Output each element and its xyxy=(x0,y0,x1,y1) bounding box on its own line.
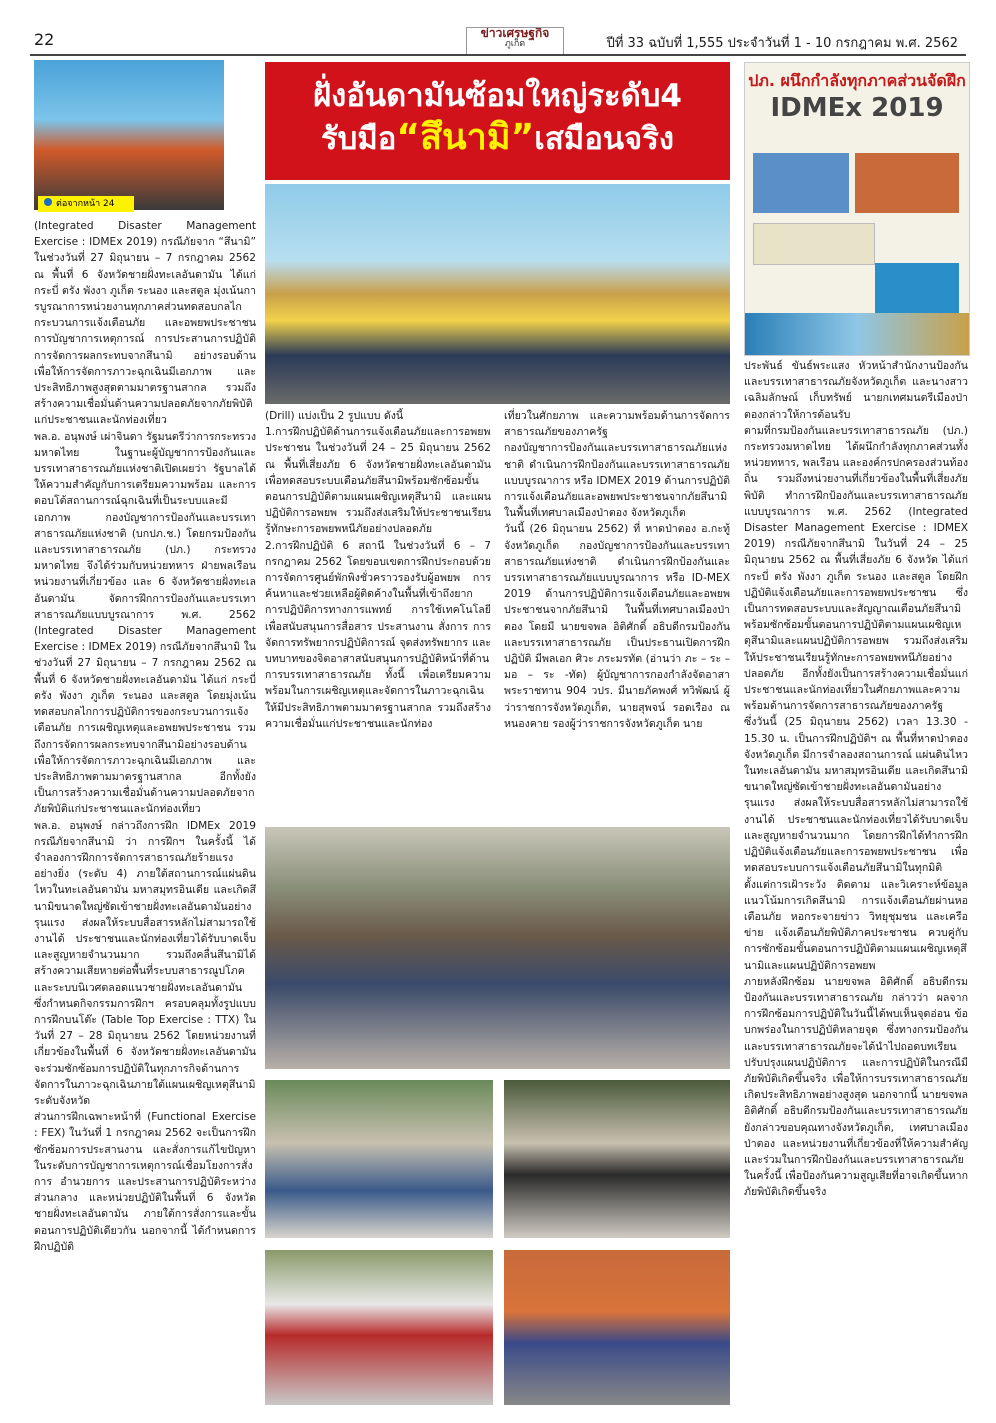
poster-info-block xyxy=(753,223,875,265)
paragraph: เที่ยวในศักยภาพ และความพร้อมด้านการจัดการสาธารณภัยของภาครัฐ xyxy=(504,410,730,439)
poster-subtitle: IDMEx 2019 xyxy=(770,93,944,123)
article-column-1 xyxy=(34,218,256,1403)
rescue-drill-photo xyxy=(504,1080,730,1238)
ambulance-photo xyxy=(265,1250,493,1405)
paragraph: 2.การฝึกปฏิบัติ 6 สถานี ในช่วงวันที่ 6 – 7 กรกฎาคม 2562 โดยขอบเขตการฝึกประกอบด้วย การจัดการศูนย์พักพิงชั่วคราวรองรับผู้อพยพ การค้นหาและช่วยเหลือผู้ติดค้างในพื้นที่เข้าถึงยาก การปฏิบัติการทางการแพทย์ การใช้เทคโนโลยีเพื่อสนับสนุนการสื่อสาร ประสานงาน สั่งการ การจัดการทรัพยากรปฏิบัติการณ์ จุดส่งทรัพยากร และบทบาทของจิตอาสาสนับสนุนการปฏิบัติหน้าที่ด้านการบรรเทาสาธารณภัย ทั้งนี้ เพื่อเตรียมความพร้อมในการเผชิญเหตุและจัดการในภาวะฉุกเฉินให้มีประสิทธิภาพตามมาตรฐานสากล รวมถึงสร้างความเชื่อมั่นแก่ประชาชนและนักท่อง xyxy=(265,539,491,730)
page-number: 22 xyxy=(34,30,55,49)
continued-badge xyxy=(38,196,134,212)
bullet-icon xyxy=(44,198,52,206)
paragraph: ส่วนการฝึกเฉพาะหน้าที่ (Functional Exercise : FEX) ในวันที่ 1 กรกฎาคม 2562 จะเป็นการฝึกซักซ้อมการประสานงาน และสั่งการแก้ไขปัญหาในระดับการบัญชาการเหตุการณ์เชื่อมโยงการสั่งการ อำนวยการ และประสานการปฏิบัติระหว่างส่วนกลาง และหน่วยปฏิบัติในพื้นที่ 6 จังหวัดชายฝั่งทะเลอันดามัน ภายใต้การสั่งการและขั้นตอนการปฏิบัติเดียวกัน นอกจากนี้ ได้กำหนดการฝึกปฏิบัติ xyxy=(34,1111,256,1253)
headline-line1: ฝั่งอันดามันซ้อมใหญ่ระดับ4 xyxy=(312,78,683,114)
paragraph: ประพันธ์ ขันธ์พระแสง หัวหน้าสำนักงานป้องกันและบรรเทาสาธารณภัยจังหวัดภูเก็ต และนางสาวเฉลิมลักษณ์ เก็บทรัพย์ นายกเทศมนตรีเมืองป่าตองกล่าวให้การต้อนรับ xyxy=(744,360,968,421)
issue-info: ปีที่ 33 ฉบับที่ 1,555 ประจำวันที่ 1 - 10 กรกฎาคม พ.ศ. 2562 xyxy=(606,36,958,51)
paragraph: (Drill) แบ่งเป็น 2 รูปแบบ ดังนี้ xyxy=(265,410,404,422)
paragraph: วันนี้ (26 มิถุนายน 2562) ที่ หาดป่าตอง อ.กะทู้ จังหวัดภูเก็ต กองบัญชาการป้องกันและบรรเทาสาธารณภัยแห่งชาติ ดำเนินการฝึกป้องกันและบรรเทาสาธารณภัยแบบบูรณาการ หรือ ID-MEX 2019 ด้านการปฏิบัติการแจ้งเตือนภัยและอพยพประชาชนจากภัยสึนามิ ในพื้นที่เทศบาลเมืองป่าตอง โดยมี นายขจพล อิติศักดิ์ อธิบดีกรมป้องกันและบรรเทาสาธารณภัย เป็นประธานเปิดการฝึกปฏิบัติ มีพลเอก ศิวะ ภระมรทัต (อ่านว่า ภะ – ระ – มอ – ระ -ทัด) ผู้บัญชาการกองกำลังจัดอาสาพระราชทาน 904 วปร. มีนายภัคพงศ์ ทวิพัฒน์ ผู้ว่าราชการจังหวัดภูเก็ต, นายสุพจน์ รอดเรือง ณ หนองคาย รองผู้ว่าราชการจังหวัดภูเก็ต นาย xyxy=(504,523,730,730)
paragraph: ตามที่กรมป้องกันและบรรเทาสาธารณภัย (ปภ.) กระทรวงมหาดไทย ได้ผนึกกำลังทุกภาคส่วนทั้งหน่วยทหาร, พลเรือน และองค์กรปกครองส่วนท้องถิ่น รวมถึงหน่วยงานที่เกี่ยวข้องในพื้นที่เสี่ยงภัยพิบัติ ทำการฝึกป้องกันและบรรเทาสาธารณภัยแบบบูรณาการ พ.ศ. 2562 (Integrated Disaster Management Exercise : IDMEX 2019) กรณีภัยจากสึนามิ ในวันที่ 24 – 25 มิถุนายน 2562 ณ พื้นที่เสี่ยงภัย 6 จังหวัด ได้แก่ กระบี่ ตรัง พังงา ภูเก็ต ระนอง และสตูล โดยฝึกปฏิบัติแจ้งเตือนภัยและการอพยพประชาชน ซึ่งเป็นการทดสอบระบบและสัญญาณเตือนภัยสึนามิ พร้อมซักซ้อมขั้นตอนการปฏิบัติตามแผนเผชิญเหตุสึนามิและแผนปฏิบัติการอพยพ รวมถึงส่งเสริมให้ประชาชนเรียนรู้ทักษะการอพยพหนีภัยอย่างปลอดภัย อีกทั้งยังเป็นการสร้างความเชื่อมั่นแก่ประชาชนและนักท่องเที่ยวในศักยภาพและความพร้อมด้านการจัดการสาธารณภัยของภาครัฐ xyxy=(744,424,968,713)
article-column-3 xyxy=(504,408,730,828)
poster-title: ปภ. ผนึกกำลังทุกภาคส่วนจัดฝึก xyxy=(748,71,966,90)
poster-footer-image xyxy=(745,313,969,355)
speaker-photo xyxy=(34,60,224,210)
headline-suffix: เสมือนจริง xyxy=(534,121,674,157)
paragraph: ซึ่งวันนี้ (25 มิถุนายน 2562) เวลา 13.30 - 15.30 น. เป็นการฝึกปฏิบัติฯ ณ พื้นที่หาดป่าตอง จังหวัดภูเก็ต มีการจำลองสถานการณ์ แผ่นดินไหวในทะเลอันดามัน มหาสมุทรอินเดีย และเกิดสึนามิขนาดใหญ่ซัดเข้าชายฝั่งทะเลอันดามันอย่างรุนแรง ส่งผลให้ระบบสื่อสารหลักไม่สามารถใช้งานได้ ประชาชนและนักท่องเที่ยวได้รับบาดเจ็บและสูญหายจำนวนมาก โดยการฝึกได้ทำการฝึกปฏิบัติแจ้งเตือนภัยและการอพยพประชาชน เพื่อทดสอบระบบการแจ้งเตือนภัยสึนามิในทุกมิติ ตั้งแต่การเฝ้าระวัง ติดตาม และวิเคราะห์ข้อมูลแนวโน้มการเกิดสึนามิ การแจ้งเตือนภัยผ่านหอเตือนภัย หอกระจายข่าว วิทยุชุมชน และเครือข่าย แจ้งเตือนภัยพิบัติภาคประชาชน ควบคู่กับการซักซ้อมขั้นตอนการปฏิบัติตามแผนเผชิญเหตุสึนามิและแผนปฏิบัติการอพยพ xyxy=(744,716,968,972)
street-drill-photo xyxy=(265,1080,493,1238)
paragraph: ภายหลังฝึกซ้อม นายขจพล อิติศักดิ์ อธิบดีกรมป้องกันและบรรเทาสาธารณภัย กล่าวว่า ผลจากการฝึกซ้อมการปฏิบัติในวันนี้ได้พบเห็นจุดอ่อน ข้อบกพร่องในการปฏิบัติหลายจุด ซึ่งทางกรมป้องกันและบรรเทาสาธารณภัยจะได้นำไปถอดบทเรียน ปรับปรุงแผนปฏิบัติการ และการปฏิบัติในกรณีมีภัยพิบัติเกิดขึ้นจริง เพื่อให้การบรรเทาสาธารณภัยเกิดประสิทธิภาพอย่างสูงสุด นอกจากนี้ นายขจพล อิติศักดิ์ อธิบดีกรมป้องกันและบรรเทาสาธารณภัย ยังกล่าวขอบคุณทางจังหวัดภูเก็ต, เทศบาลเมืองป่าตอง และหน่วยงานที่เกี่ยวข้องที่ให้ความสำคัญและร่วมในการฝึกป้องกันและบรรเทาสาธารณภัยในครั้งนี้ เพื่อป้องกันความสูญเสียที่อาจเกิดขึ้นหากภัยพิบัติเกิดขึ้นจริง xyxy=(744,975,968,1199)
poster-image-block xyxy=(875,263,959,313)
article-column-4 xyxy=(744,358,968,1403)
paragraph: พล.อ. อนุพงษ์ เผ่าจินดา รัฐมนตรีว่าการกระทรวงมหาดไทย ในฐานะผู้บัญชาการป้องกันและบรรเทาสาธารณภัยแห่งชาติเปิดเผยว่า รัฐบาลได้ให้ความสำคัญกับการเตรียมความพร้อม และการตอบโต้สถานการณ์ฉุกเฉินที่เป็นระบบและมีเอกภาพ กองบัญชาการป้องกันและบรรเทาสาธารณภัยแห่งชาติ (บกปภ.ช.) โดยกรมป้องกันและบรรเทาสาธารณภัย (ปภ.) กระทรวงมหาดไทย จึงได้ร่วมกับหน่วยทหาร ฝ่ายพลเรือน หน่วยงานที่เกี่ยวข้อง และ 6 จังหวัดชายฝั่งทะเลอันดามัน จัดการฝึกการป้องกันและบรรเทาสาธารณภัยแบบบูรณาการ พ.ศ. 2562 (Integrated Disaster Management Exercise : IDMEx 2019) กรณีภัยจากสึนามิ ในช่วงวันที่ 27 มิถุนายน – 7 กรกฎาคม 2562 ณ พื้นที่ 6 จังหวัดชายฝั่งทะเลอันดามัน ได้แก่ กระบี่ ตรัง พังงา ภูเก็ต ระนอง และสตูล โดยมุ่งเน้นทดสอบกลไกการปฏิบัติการของกระบวนการแจ้งเตือนภัย การเผชิญเหตุและอพยพประชาชน รวมถึงการจัดการผลกระทบจากสึนามิอย่างรอบด้าน เพื่อให้การจัดการภาวะฉุกเฉินมีเอกภาพ และประสิทธิภาพตามมาตรฐานสากล อีกทั้งยังเป็นการสร้างความเชื่อมั่นด้านความปลอดภัยจากภัยพิบัติแก่ประชาชนและนักท่องเที่ยว xyxy=(34,430,256,816)
continued-label: ต่อจากหน้า 24 xyxy=(56,199,115,209)
paragraph: พล.อ. อนุพงษ์ กล่าวถึงการฝึก IDMEx 2019 กรณีภัยจากสึนามิ ว่า การฝึกฯ ในครั้งนี้ ได้จำลองการฝึกการจัดการสาธารณภัยร้ายแรงอย่างยิ่ง (ระดับ 4) ภายใต้สถานการณ์แผ่นดินไหวในทะเลอันดามัน มหาสมุทรอินเดีย และเกิดสึนามิขนาดใหญ่ซัดเข้าชายฝั่งทะเลอันดามันอย่างรุนแรง ส่งผลให้ระบบสื่อสารหลักไม่สามารถใช้งานได้ ประชาชนและนักท่องเที่ยวได้รับบาดเจ็บและสูญหายจำนวนมาก รวมถึงคลื่นสึนามิได้สร้างความเสียหายต่อพื้นที่ระบบสาธารณูปโภค และระบบนิเวศตลอดแนวชายฝั่งทะเลอันดามัน ซึ่งกำหนดกิจกรรมการฝึกฯ ครอบคลุมทั้งรูปแบบการฝึกบนโต๊ะ (Table Top Exercise : TTX) ในวันที่ 27 – 28 มิถุนายน 2562 โดยหน่วยงานที่เกี่ยวข้องในพื้นที่ 6 จังหวัดชายฝั่งทะเลอันดามัน จะร่วมซักซ้อมการปฏิบัติในทุกภารกิจด้านการจัดการในภาวะฉุกเฉินภายใต้แผนเผชิญเหตุสึนามิระดับจังหวัด xyxy=(34,819,256,1107)
masthead-logo xyxy=(466,27,564,55)
event-poster xyxy=(744,62,970,356)
paragraph: กองบัญชาการป้องกันและบรรเทาสาธารณภัยแห่งชาติ ดำเนินการฝึกป้องกันและบรรเทาสาธารณภัยแบบบูรณาการ หรือ IDMEX 2019 ด้านการปฏิบัติการแจ้งเตือนภัยและอพยพประชาชนจากภัยสึนามิ ในพื้นที่เทศบาลเมืองป่าตอง จังหวัดภูเก็ต xyxy=(504,442,730,520)
poster-image-block xyxy=(753,153,849,213)
logo-subtitle: ภูเก็ต xyxy=(504,39,526,49)
evacuation-truck-photo xyxy=(504,1250,730,1405)
headline-banner xyxy=(265,62,730,180)
headline-line2 xyxy=(265,116,730,161)
headline-highlight: “สึนามิ” xyxy=(396,117,535,158)
paragraph: (Integrated Disaster Management Exercise : IDMEx 2019) กรณีภัยจาก “สึนามิ” ในช่วงวันที่ 27 มิถุนายน – 7 กรกฎาคม 2562 ณ พื้นที่ 6 จังหวัดชายฝั่งทะเลอันดามัน ได้แก่ กระบี่ ตรัง พังงา ภูเก็ต ระนอง และสตูล มุ่งเน้นการบูรณาการหน่วยงานทุกภาคส่วนทดสอบกลไกกระบวนการแจ้งเตือนภัย และอพยพประชาชน การบัญชาการเหตุการณ์ การประสานการปฏิบัติ การจัดการผลกระทบจากสึนามิ อย่างรอบด้าน เพื่อให้การจัดการภาวะฉุกเฉินมีเอกภาพ และประสิทธิภาพสูงสุดตามมาตรฐานสากล รวมถึงสร้างความเชื่อมั่นด้านความปลอดภัยจากภัยพิบัติแก่ประชาชนและนักท่องเที่ยว xyxy=(34,220,256,427)
article-column-2 xyxy=(265,408,491,828)
logo-title: ข่าวเศรษฐกิจ xyxy=(480,27,550,40)
headline-prefix: รับมือ xyxy=(321,121,397,157)
poster-image-block xyxy=(855,153,959,213)
paragraph: 1.การฝึกปฏิบัติด้านการแจ้งเตือนภัยและการอพยพประชาชน ในช่วงวันที่ 24 – 25 มิถุนายน 2562 ณ พื้นที่เสี่ยงภัย 6 จังหวัดชายฝั่งทะเลอันดามัน เพื่อทดสอบระบบเตือนภัยสึนามิพร้อมซักซ้อมขั้นตอนการปฏิบัติตามแผนเผชิญเหตุสึนามิ และแผนปฏิบัติการอพยพ รวมถึงส่งเสริมให้ประชาชนเรียนรู้ทักษะการอพยพหนีภัยอย่างปลอดภัย xyxy=(265,426,491,536)
header-divider xyxy=(30,54,966,56)
ceremony-photo xyxy=(265,184,730,404)
evacuation-crowd-photo xyxy=(265,827,730,1069)
